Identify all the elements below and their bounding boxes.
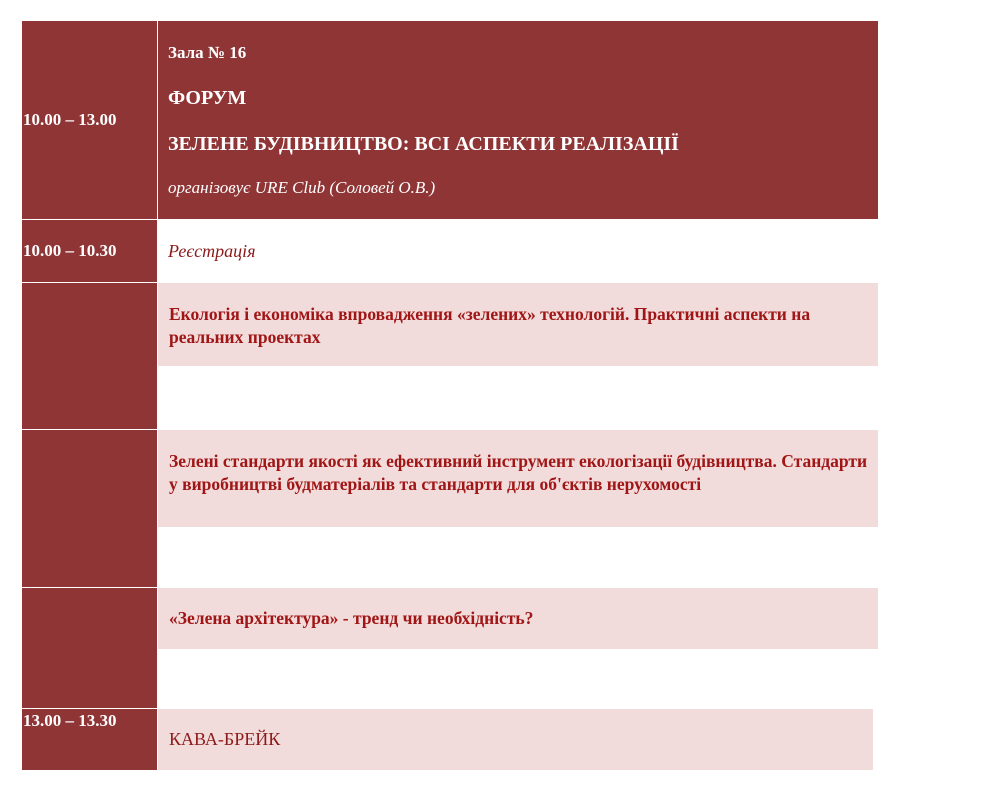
registration-cell xyxy=(158,220,878,282)
topic-time-cell xyxy=(22,283,157,429)
coffee-break-label: КАВА-БРЕЙК xyxy=(169,729,281,749)
topic-cell xyxy=(158,588,878,649)
topic-cell xyxy=(158,430,878,527)
topic-title: Екологія і економіка впровадження «зелених» технологій. Практичні аспекти на реальних проектах xyxy=(169,304,811,347)
forum-time-cell xyxy=(22,21,157,219)
hall-number: Зала № 16 xyxy=(168,43,247,62)
topic-time-cell xyxy=(22,430,157,587)
forum-label: ФОРУМ xyxy=(168,87,247,109)
coffee-break-time-cell xyxy=(22,709,157,770)
registration-label: Реєстрація xyxy=(168,240,256,261)
forum-organizer: організовує URE Club (Соловей О.В.) xyxy=(168,178,436,197)
topic-cell xyxy=(158,283,878,366)
forum-title: ЗЕЛЕНЕ БУДІВНИЦТВО: ВСІ АСПЕКТИ РЕАЛІЗАЦІЇ xyxy=(168,133,679,155)
registration-time: 10.00 – 10.30 xyxy=(23,241,117,260)
topic-title: Зелені стандарти якості як ефективний інструмент екологізації будівництва. Стандарти у виробництві будматеріалів та стандарти для об'єктів нерухомості xyxy=(169,451,868,494)
coffee-break-time: 13.00 – 13.30 xyxy=(23,711,117,730)
forum-header-cell xyxy=(158,21,878,219)
coffee-break-cell xyxy=(158,709,873,770)
registration-time-cell xyxy=(22,220,157,282)
topic-time-cell xyxy=(22,588,157,708)
forum-time: 10.00 – 13.00 xyxy=(23,110,117,129)
topic-title: «Зелена архітектура» - тренд чи необхідність? xyxy=(169,608,534,628)
